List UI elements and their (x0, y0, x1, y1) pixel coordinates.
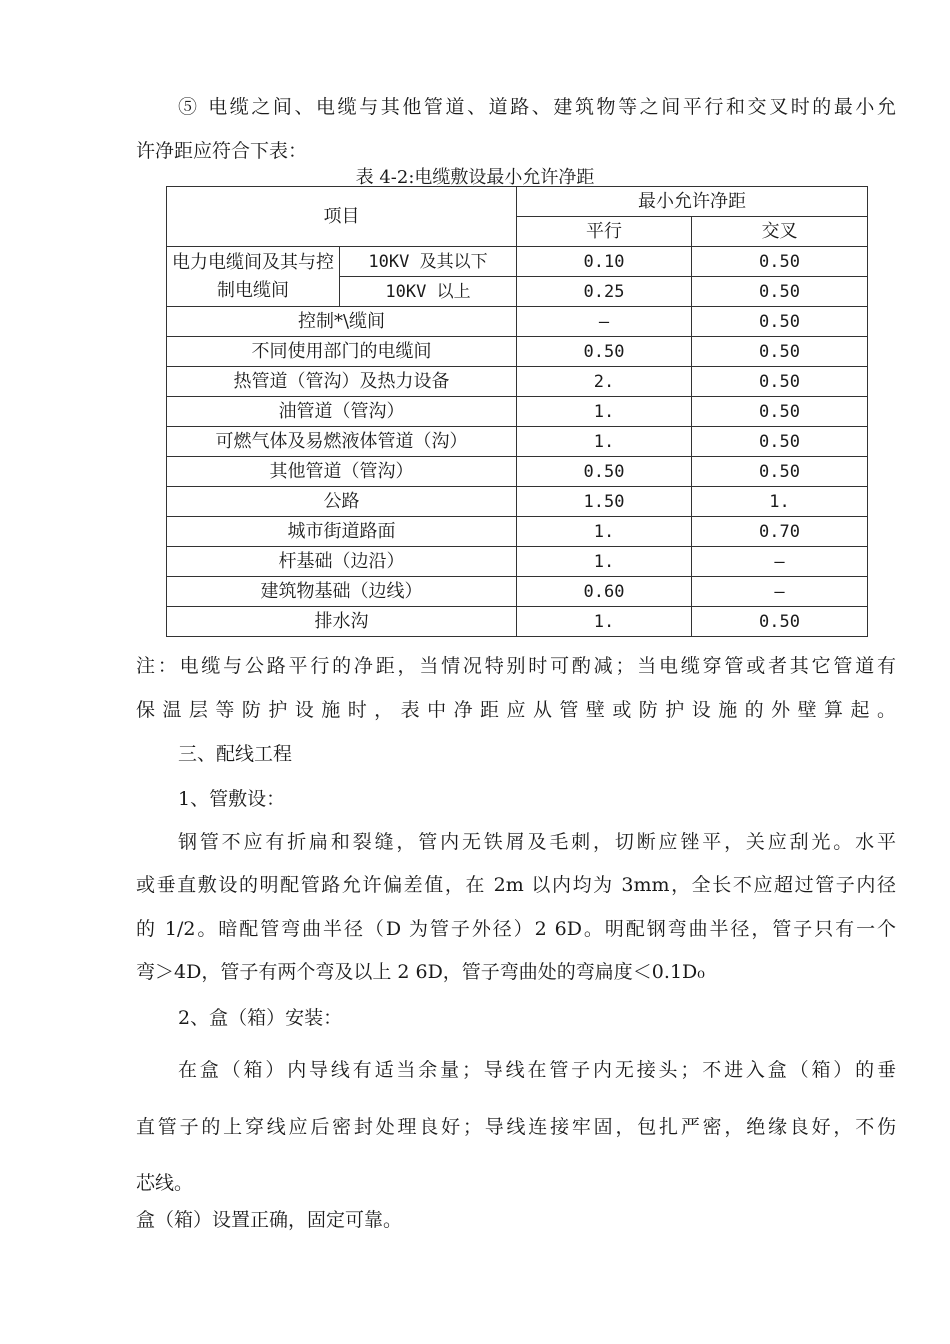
header-cross: 交叉 (692, 217, 868, 247)
row-item: 公路 (167, 487, 517, 517)
table-row (167, 367, 868, 397)
header-item: 项目 (167, 187, 517, 247)
power-cable-sub-label: 10KV 以上 (340, 277, 517, 307)
cross-value: — (692, 577, 868, 607)
table-header-row (167, 187, 868, 217)
parallel-value: 0.10 (517, 247, 692, 277)
cross-value: 0.50 (692, 367, 868, 397)
row-item: 建筑物基础（边线） (167, 577, 517, 607)
table-row (167, 487, 868, 517)
parallel-value: 0.25 (517, 277, 692, 307)
table-row (167, 397, 868, 427)
parallel-value: 1. (517, 607, 692, 637)
table-row (167, 307, 868, 337)
table-caption: 表 4-2:电缆敷设最小允许净距 (355, 167, 595, 188)
table-row (167, 337, 868, 367)
table-row (167, 517, 868, 547)
table-row (167, 547, 868, 577)
cross-value: 0.50 (692, 607, 868, 637)
table-row (167, 457, 868, 487)
intro-paragraph-line-2: 许净距应符合下表： (136, 140, 308, 162)
row-item: 其他管道（管沟） (167, 457, 517, 487)
note-line-1: 注：电缆与公路平行的净距，当情况特别时可酌减；当电缆穿管或者其它管道有 (136, 655, 896, 677)
cross-value: 0.50 (692, 247, 868, 277)
cross-value: 0.50 (692, 337, 868, 367)
parallel-value: 1. (517, 517, 692, 547)
cross-value: 0.70 (692, 517, 868, 547)
cross-value: 1. (692, 487, 868, 517)
power-cable-sub-label: 10KV 及其以下 (340, 247, 517, 277)
power-cable-label: 电力电缆间及其与控制电缆间 (167, 247, 340, 307)
cross-value: 0.50 (692, 277, 868, 307)
header-parallel: 平行 (517, 217, 692, 247)
row-item: 城市街道路面 (167, 517, 517, 547)
conduit-paragraph-line-1: 钢管不应有折扁和裂缝，管内无铁屑及毛刺，切断应锉平，关应刮光。水平 (178, 831, 896, 853)
cross-value: 0.50 (692, 307, 868, 337)
row-item: 油管道（管沟） (167, 397, 517, 427)
box-paragraph-line-4: 盒（箱）设置正确，固定可靠。 (136, 1209, 403, 1231)
conduit-paragraph-line-2: 或垂直敷设的明配管路允许偏差值，在 2m 以内均为 3mm，全长不应超过管子内径 (136, 874, 896, 896)
row-item: 可燃气体及易燃液体管道（沟） (167, 427, 517, 457)
parallel-value: 2. (517, 367, 692, 397)
section-heading: 三、配线工程 (178, 743, 293, 765)
subsection-heading-conduit: 1、管敷设： (178, 788, 286, 810)
parallel-value: 0.50 (517, 337, 692, 367)
cross-value: 0.50 (692, 427, 868, 457)
row-item: 不同使用部门的电缆间 (167, 337, 517, 367)
box-paragraph-line-3: 芯线。 (136, 1172, 194, 1194)
parallel-value: 1. (517, 547, 692, 577)
row-item: 控制*\缆间 (167, 307, 517, 337)
note-line-2: 保温层等防护设施时，表中净距应从管壁或防护设施的外壁算起。 (136, 699, 896, 721)
parallel-value: 1.50 (517, 487, 692, 517)
parallel-value: 0.50 (517, 457, 692, 487)
subsection-heading-box: 2、盒（箱）安装： (178, 1007, 343, 1029)
box-paragraph-line-1: 在盒（箱）内导线有适当余量；导线在管子内无接头；不进入盒（箱）的垂 (178, 1059, 896, 1081)
table-row (167, 427, 868, 457)
parallel-value: 0.60 (517, 577, 692, 607)
row-item: 杆基础（边沿） (167, 547, 517, 577)
parallel-value: 1. (517, 397, 692, 427)
cable-clearance-table (166, 186, 868, 637)
conduit-paragraph-line-3: 的 1/2。暗配管弯曲半径（D 为管子外径）2 6D。明配钢弯曲半径，管子只有一个 (136, 918, 896, 940)
parallel-value: 1. (517, 427, 692, 457)
conduit-paragraph-line-4: 弯＞4D，管子有两个弯及以上 2 6D，管子弯曲处的弯扁度＜0.1D₀ (136, 961, 705, 983)
cross-value: 0.50 (692, 397, 868, 427)
parallel-value: — (517, 307, 692, 337)
cross-value: 0.50 (692, 457, 868, 487)
header-min-clearance: 最小允许净距 (517, 187, 868, 217)
intro-paragraph-line-1: ⑤ 电缆之间、电缆与其他管道、道路、建筑物等之间平行和交叉时的最小允 (178, 96, 896, 118)
cross-value: — (692, 547, 868, 577)
table-row (167, 607, 868, 637)
table-row (167, 577, 868, 607)
row-item: 排水沟 (167, 607, 517, 637)
box-paragraph-line-2: 直管子的上穿线应后密封处理良好；导线连接牢固，包扎严密，绝缘良好，不伤 (136, 1116, 896, 1138)
row-item: 热管道（管沟）及热力设备 (167, 367, 517, 397)
table-row (167, 247, 868, 277)
